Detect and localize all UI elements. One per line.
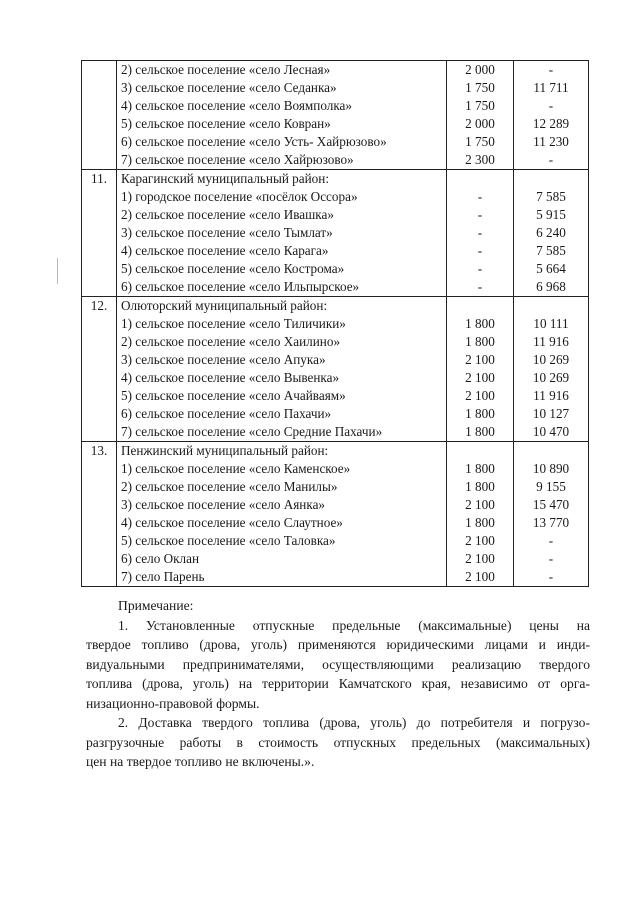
price-b-value: 10 470 xyxy=(532,424,570,439)
note-line: низационно-правовой формы. xyxy=(86,695,260,711)
price-b-value: 11 711 xyxy=(533,80,569,95)
price-b-value: 11 916 xyxy=(533,334,569,349)
price-b-cell xyxy=(514,61,589,170)
price-b-cell xyxy=(514,170,589,297)
district-number-cell xyxy=(82,61,117,170)
fuel-price-table-body xyxy=(82,61,589,587)
price-a-value: 1 750 xyxy=(465,98,495,113)
price-b-blank xyxy=(518,170,584,188)
settlement-name: 4) сельское поселение «село Слаутное» xyxy=(121,515,343,530)
settlement-name: 2) сельское поселение «село Лесная» xyxy=(121,62,331,77)
price-a-value: 1 800 xyxy=(465,316,495,331)
price-b-value: - xyxy=(548,98,554,113)
price-b-value: - xyxy=(548,152,554,167)
price-a-value: 1 800 xyxy=(465,515,495,530)
price-a-value: 2 000 xyxy=(465,116,495,131)
notes-section xyxy=(86,596,590,772)
price-a-value: 2 300 xyxy=(465,152,495,167)
price-b-blank xyxy=(518,297,584,315)
price-a-value: 2 100 xyxy=(465,388,495,403)
settlement-name-cell xyxy=(117,61,447,170)
settlement-name: 7) сельское поселение «село Хайрюзово» xyxy=(121,152,354,167)
district-number: 11. xyxy=(91,171,107,186)
notes-heading: Примечание: xyxy=(118,598,194,613)
price-a-value: - xyxy=(477,189,483,204)
price-b-value: 10 127 xyxy=(532,406,570,421)
district-number-cell xyxy=(82,170,117,297)
price-b-value: 10 269 xyxy=(532,370,570,385)
price-b-value: 5 915 xyxy=(536,207,566,222)
price-a-cell xyxy=(447,297,514,442)
district-number-cell xyxy=(82,297,117,442)
district-number-cell xyxy=(82,442,117,587)
price-a-value: 2 100 xyxy=(465,370,495,385)
price-b-value: 12 289 xyxy=(532,116,570,131)
price-b-value: 6 968 xyxy=(536,279,566,294)
price-b-value: 10 890 xyxy=(532,461,570,476)
price-a-value: 1 800 xyxy=(465,461,495,476)
price-a-blank xyxy=(451,170,509,188)
note-line: 2. Доставка твердого топлива (дрова, уголь) до потребителя и погрузо- xyxy=(118,715,590,730)
price-b-value: 5 664 xyxy=(536,261,566,276)
settlement-name: 4) сельское поселение «село Воямполка» xyxy=(121,98,352,113)
settlement-name: 6) село Оклан xyxy=(121,551,200,566)
price-b-cell xyxy=(514,297,589,442)
price-b-cell xyxy=(514,442,589,587)
note-line: цен на твердое топливо не включены.». xyxy=(86,754,315,769)
settlement-name: 5) сельское поселение «село Кострома» xyxy=(121,261,345,276)
price-b-value: 10 111 xyxy=(533,316,569,331)
price-a-blank xyxy=(451,442,509,460)
settlement-name: 2) сельское поселение «село Ивашка» xyxy=(121,207,334,222)
price-a-value: 1 750 xyxy=(465,134,495,149)
settlement-name: 3) сельское поселение «село Тымлат» xyxy=(121,225,333,240)
note-2 xyxy=(86,713,590,772)
settlement-name: 6) сельское поселение «село Пахачи» xyxy=(121,406,332,421)
settlement-name: 4) сельское поселение «село Карага» xyxy=(121,243,329,258)
price-a-value: 1 800 xyxy=(465,479,495,494)
settlement-name-cell xyxy=(117,297,447,442)
settlement-name: 3) сельское поселение «село Седанка» xyxy=(121,80,337,95)
price-a-value: - xyxy=(477,261,483,276)
price-a-value: 1 800 xyxy=(465,406,495,421)
district-title: Олюторский муниципальный район: xyxy=(121,298,328,313)
district-title: Пенжинский муниципальный район: xyxy=(121,443,329,458)
scan-margin-mark xyxy=(57,258,58,284)
price-a-value: 1 800 xyxy=(465,424,495,439)
price-a-blank xyxy=(451,297,509,315)
price-a-value: - xyxy=(477,225,483,240)
price-a-value: 2 100 xyxy=(465,533,495,548)
district-group-row xyxy=(82,442,589,587)
note-line: топлива (дрова, уголь) на территории Камчатского края, независимо от орга- xyxy=(86,676,590,691)
settlement-name: 5) сельское поселение «село Ковран» xyxy=(121,116,331,131)
price-b-value: 9 155 xyxy=(536,479,566,494)
price-a-value: - xyxy=(477,207,483,222)
district-group-row xyxy=(82,61,589,170)
settlement-name: 4) сельское поселение «село Вывенка» xyxy=(121,370,340,385)
settlement-name: 1) сельское поселение «село Тиличики» xyxy=(121,316,346,331)
price-b-value: 13 770 xyxy=(532,515,570,530)
settlement-name: 3) сельское поселение «село Апука» xyxy=(121,352,326,367)
settlement-name: 7) село Парень xyxy=(121,569,205,584)
price-a-value: 1 800 xyxy=(465,334,495,349)
settlement-name: 1) городское поселение «посёлок Оссора» xyxy=(121,189,358,204)
settlement-name: 6) сельское поселение «село Усть- Хайрюзово» xyxy=(121,134,387,149)
price-b-value: 7 585 xyxy=(536,189,566,204)
note-1 xyxy=(86,616,590,714)
settlement-name-cell xyxy=(117,442,447,587)
price-a-value: - xyxy=(477,279,483,294)
price-b-value: 11 916 xyxy=(533,388,569,403)
price-b-value: - xyxy=(548,533,554,548)
settlement-name: 5) сельское поселение «село Ачайваям» xyxy=(121,388,346,403)
price-b-value: - xyxy=(548,569,554,584)
district-group-row xyxy=(82,170,589,297)
settlement-name: 5) сельское поселение «село Таловка» xyxy=(121,533,336,548)
note-line: разгрузочные работы в стоимость отпускных предельных (максимальных) xyxy=(86,734,590,750)
price-b-value: - xyxy=(548,551,554,566)
district-number xyxy=(86,61,112,79)
price-b-value: 11 230 xyxy=(533,134,569,149)
settlement-name: 3) сельское поселение «село Аянка» xyxy=(121,497,326,512)
price-b-value: 15 470 xyxy=(532,497,570,512)
price-a-value: 2 100 xyxy=(465,569,495,584)
settlement-name: 6) сельское поселение «село Ильпырское» xyxy=(121,279,360,294)
district-title: Карагинский муниципальный район: xyxy=(121,171,329,186)
note-line: 1. Установленные отпускные предельные (максимальные) цены на xyxy=(118,617,590,633)
settlement-name-cell xyxy=(117,170,447,297)
note-line: видуальными предпринимателями, осуществляющими реализацию твердого xyxy=(86,656,590,672)
note-line: твердое топливо (дрова, уголь) применяются юридическими лицами и инди- xyxy=(86,637,590,652)
price-a-value: 2 000 xyxy=(465,62,495,77)
price-b-value: 10 269 xyxy=(532,352,570,367)
price-a-value: 1 750 xyxy=(465,80,495,95)
price-a-cell xyxy=(447,442,514,587)
district-number: 13. xyxy=(90,443,108,458)
price-a-value: - xyxy=(477,243,483,258)
district-number: 12. xyxy=(90,298,108,313)
settlement-name: 1) сельское поселение «село Каменское» xyxy=(121,461,351,476)
price-b-value: 6 240 xyxy=(536,225,566,240)
price-a-value: 2 100 xyxy=(465,551,495,566)
settlement-name: 7) сельское поселение «село Средние Пахачи» xyxy=(121,424,383,439)
price-a-cell xyxy=(447,170,514,297)
price-a-value: 2 100 xyxy=(465,352,495,367)
price-a-cell xyxy=(447,61,514,170)
price-b-value: - xyxy=(548,62,554,77)
price-b-value: 7 585 xyxy=(536,243,566,258)
price-a-value: 2 100 xyxy=(465,497,495,512)
settlement-name: 2) сельское поселение «село Хаилино» xyxy=(121,334,341,349)
price-b-blank xyxy=(518,442,584,460)
district-group-row xyxy=(82,297,589,442)
settlement-name: 2) сельское поселение «село Манилы» xyxy=(121,479,338,494)
fuel-price-table xyxy=(81,60,589,587)
